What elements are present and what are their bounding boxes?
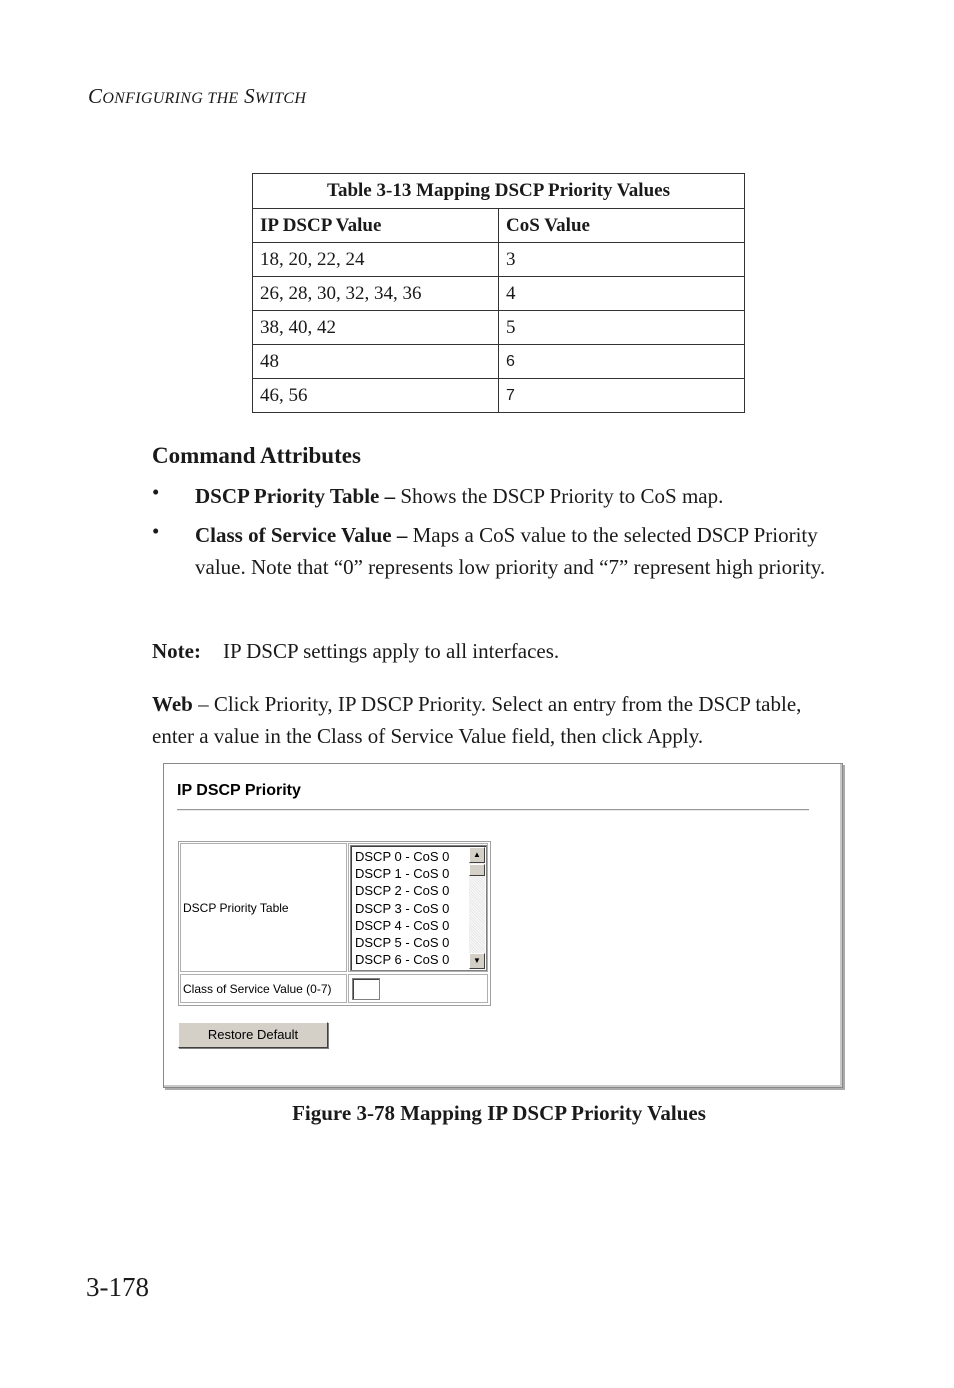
table-cell-dscp: 26, 28, 30, 32, 34, 36: [253, 277, 499, 311]
table-row: [253, 379, 745, 413]
screenshot-title: IP DSCP Priority: [177, 782, 301, 799]
attribute-term: DSCP Priority Table –: [195, 484, 396, 508]
dscp-priority-listbox[interactable]: [350, 845, 487, 971]
table-cell-cos: 5: [499, 311, 745, 345]
attribute-term: Class of Service Value –: [195, 523, 408, 547]
section-heading: Command Attributes: [152, 443, 361, 468]
list-option[interactable]: DSCP 2 - CoS 0: [355, 883, 450, 898]
note: [152, 635, 842, 667]
table-row: [253, 311, 745, 345]
dscp-mapping-table: [252, 173, 745, 413]
web-label: Web: [152, 692, 193, 716]
list-option[interactable]: DSCP 1 - CoS 0: [355, 866, 450, 881]
bullet-marker: •: [152, 480, 160, 504]
scroll-up-icon[interactable]: ▲: [469, 847, 485, 863]
label-text: DSCP Priority Table: [183, 900, 289, 915]
restore-default-button[interactable]: Restore Default: [178, 1022, 328, 1048]
attribute-item: [195, 480, 850, 512]
dscp-priority-table-label: [180, 843, 347, 972]
cos-value-label: [180, 974, 347, 1003]
note-text: IP DSCP settings apply to all interfaces.: [222, 639, 560, 663]
list-option[interactable]: DSCP 4 - CoS 0: [355, 918, 450, 933]
web-instructions: [152, 688, 842, 752]
running-header-cap: S: [244, 84, 255, 108]
page-number: 3-178: [86, 1272, 149, 1302]
table-row: [253, 243, 745, 277]
running-header: [88, 84, 306, 109]
dscp-form: [178, 841, 491, 1006]
table-cell-dscp: 38, 40, 42: [253, 311, 499, 345]
table-header-dscp: IP DSCP Value: [253, 209, 499, 243]
table-row: [253, 277, 745, 311]
list-option[interactable]: DSCP 0 - CoS 0: [355, 849, 450, 864]
table-cell-cos: 7: [499, 379, 745, 413]
table-cell-dscp: 18, 20, 22, 24: [253, 243, 499, 277]
list-option[interactable]: DSCP 6 - CoS 0: [355, 952, 450, 967]
table-caption: Table 3-13 Mapping DSCP Priority Values: [327, 180, 670, 201]
running-header-text: WITCH: [254, 90, 307, 107]
scroll-down-icon[interactable]: ▼: [469, 953, 485, 969]
table-row: [253, 345, 745, 379]
label-text: Class of Service Value (0-7): [183, 981, 332, 996]
running-header-text: ONFIGURING THE: [102, 90, 239, 107]
running-header-cap: C: [88, 84, 103, 108]
attribute-desc: Shows the DSCP Priority to CoS map.: [395, 484, 724, 508]
scroll-thumb[interactable]: [469, 864, 485, 876]
table-cell-dscp: 46, 56: [253, 379, 499, 413]
figure-caption: Figure 3-78 Mapping IP DSCP Priority Values: [292, 1101, 706, 1125]
web-text: – Click Priority, IP DSCP Priority. Select an entry from the DSCP table, enter a value in the Class of Service Value field, then click Apply.: [152, 692, 802, 748]
cos-value-input[interactable]: [352, 978, 380, 1000]
attribute-item: [195, 519, 850, 583]
table-cell-cos: 6: [499, 345, 745, 379]
table-cell-cos: 4: [499, 277, 745, 311]
listbox-scrollbar[interactable]: [469, 847, 485, 969]
attribute-desc: Maps a CoS value to the selected DSCP Priority value. Note that “0” represents low priority and “7” represent high priority.: [195, 523, 826, 579]
bullet-marker: •: [152, 519, 160, 543]
note-label: Note:: [152, 639, 201, 663]
table-cell-cos: 3: [499, 243, 745, 277]
table-header-cos: CoS Value: [499, 209, 745, 243]
list-option[interactable]: DSCP 5 - CoS 0: [355, 935, 450, 950]
title-divider: [177, 809, 809, 811]
ip-dscp-priority-screenshot: [163, 763, 843, 1088]
table-cell-dscp: 48: [253, 345, 499, 379]
list-option[interactable]: DSCP 3 - CoS 0: [355, 901, 450, 916]
